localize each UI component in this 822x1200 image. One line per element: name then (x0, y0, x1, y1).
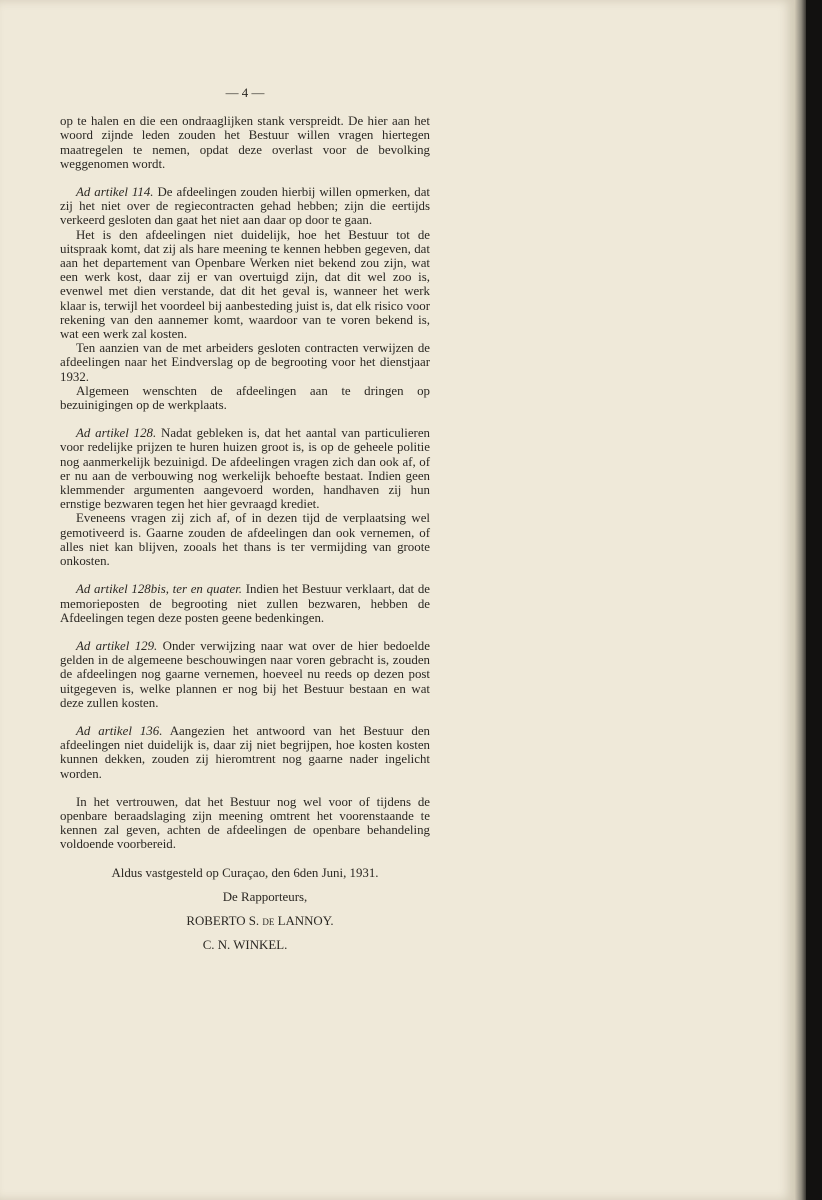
paragraph-text: De afdeelingen zouden hierbij willen opmerken, dat zij het niet over de regiecontracten gehad hebben; zijn die eertijds verkeerd gesloten dan gaat het niet aan daar op door te gaan. (60, 185, 430, 228)
article-reference: Ad artikel 114. (76, 185, 154, 200)
rapporteur-name-2: C. N. WINKEL. (202, 938, 288, 953)
closing-section (60, 795, 430, 852)
article-reference: Ad artikel 136. (76, 723, 163, 738)
section-artikel-114 (60, 185, 430, 412)
intro-paragraph: op te halen en die een ondraaglijken stank verspreidt. De hier aan het woord zijnde leden zouden het Bestuur willen vragen hiertegen maatregelen te nemen, opdat deze overlast voor de bevolking weggenomen wordt. (60, 114, 430, 171)
paragraph-text: Ten aanzien van de met arbeiders gesloten contracten verwijzen de afdeelingen naar het Eindverslag op de begrooting voor het dienstjaar 1932. (60, 341, 430, 384)
paragraph-text: Onder verwijzing naar wat over de hier bedoelde gelden in de algemeene beschouwingen naar voren gebracht is, zouden de afdeelingen nog gaarne vernemen, hoeveel nu reeds op dezen post uitgegeven is, welke plannen er nog bij het Bestuur bestaan en wat deze zullen kosten. (60, 638, 430, 710)
rapporteurs-heading: De Rapporteurs, (222, 889, 308, 904)
section-artikel-136 (60, 724, 430, 781)
rapporteur-name-1: ROBERTO S. de LANNOY. (186, 913, 334, 928)
page-number: — 4 — (225, 86, 265, 100)
article-reference: Ad artikel 129. (76, 638, 158, 653)
section-artikel-128 (60, 426, 430, 568)
paragraph-text: Indien het Bestuur verklaart, dat de memorieposten de begrooting niet zullen bezwaren, hebben de Afdeelingen tegen deze posten geene bedenkingen. (60, 582, 430, 625)
book-binding (806, 0, 822, 1200)
paragraph-text: Nadat gebleken is, dat het aantal van particulieren voor redelijke prijzen te huren huizen groot is, is op de geheele politie nog aanmerkelijk bezuinigd. De afdeelingen vragen zich dan ook af, of er nu aan de verbouwing nog werkelijk behoefte bestaat. Indien geen klemmender argumenten aangevoerd worden, handhaven zij hun ernstige bezwaren tegen het hier gevraagd krediet. (60, 426, 431, 512)
closing-paragraph: In het vertrouwen, dat het Bestuur nog wel voor of tijdens de openbare beraadslaging zijn meening omtrent het voorenstaande te kennen zal geven, achten de afdeelingen de openbare behandeling voldoende voorbereid. (60, 794, 430, 852)
paragraph-text: Algemeen wenschten de afdeelingen aan te dringen op bezuinigingen op de werkplaats. (60, 383, 430, 413)
page-edge (794, 0, 806, 1200)
article-reference: Ad artikel 128bis, ter en quater. (76, 582, 243, 597)
section-artikel-128bis (60, 582, 430, 625)
adoption-line: Aldus vastgesteld op Curaçao, den 6den Juni, 1931. (111, 865, 379, 880)
paragraph-text: Eveneens vragen zij zich af, of in dezen tijd de verplaatsing wel gemotiveerd is. Gaarne zouden de afdeelingen dan ook vernemen, of alles niet kan blijven, zooals het thans is ter vermijding van groote onkosten. (60, 511, 430, 569)
paragraph-text: Aangezien het antwoord van het Bestuur den afdeelingen niet duidelijk is, daar zij niet begrijpen, hoe kosten kosten kunnen dekken, zouden zij hieromtrent nog gaarne nader ingelicht worden. (60, 723, 430, 781)
paragraph-text: Het is den afdeelingen niet duidelijk, hoe het Bestuur tot de uitspraak komt, dat zij als hare meening te kennen hebben gegeven, dat aan het departement van Openbare Werken niet bekend zou zijn, wat een werk kost, daar zij er van overtuigd zijn, dat dit wel zoo is, evenwel met dien verstande, dat dit het geval is, wanneer het werk klaar is, terwijl het voordeel bij aanbesteding juist is, dat elk risico voor rekening van den aannemer komt, waardoor van te voren bekend is, wat een werk zal kosten. (60, 227, 430, 342)
section-artikel-129 (60, 639, 430, 710)
signoff-block (60, 866, 430, 953)
article-reference: Ad artikel 128. (76, 426, 157, 441)
report-text (60, 86, 430, 962)
